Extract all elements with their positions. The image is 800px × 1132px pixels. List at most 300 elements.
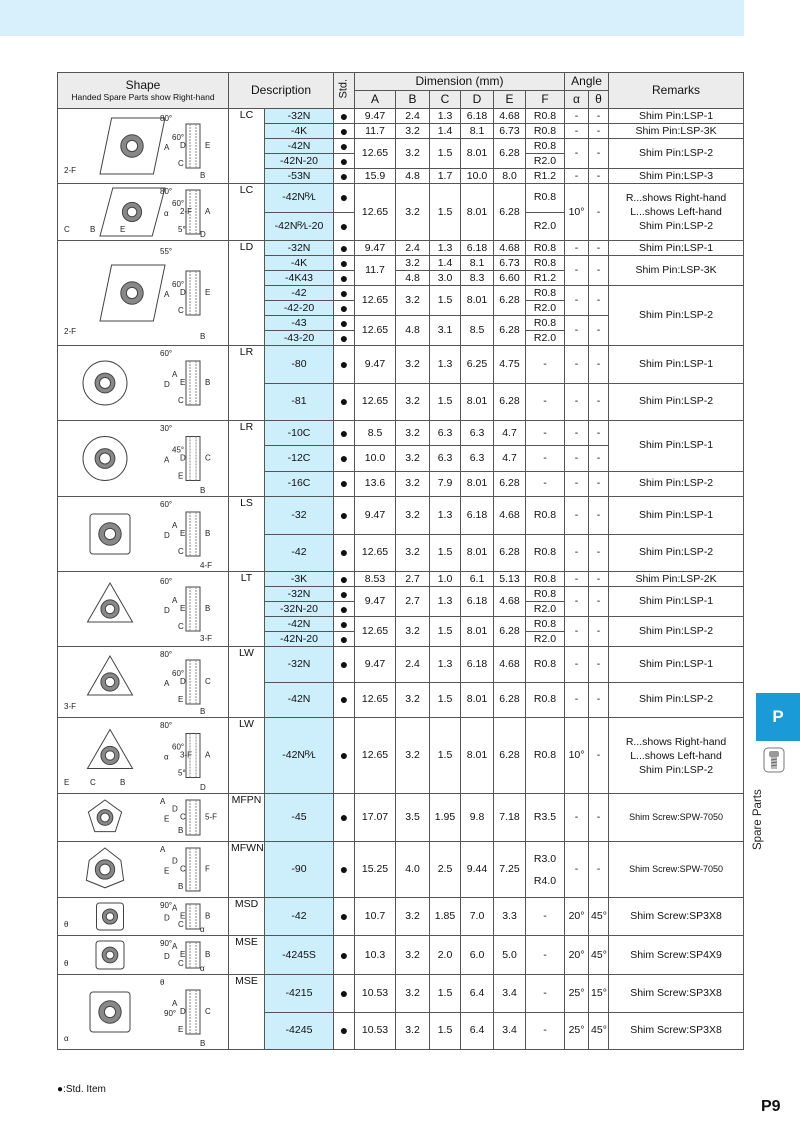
table-body xyxy=(58,109,744,1050)
remarks: Shim Pin:LSP-1 xyxy=(609,109,744,124)
svg-text:θ: θ xyxy=(160,978,165,987)
svg-text:α: α xyxy=(164,752,169,762)
dim-f: R0.8 xyxy=(526,124,565,139)
dim-e: 7.18 xyxy=(494,794,526,842)
svg-text:A: A xyxy=(164,143,170,152)
remarks: Shim Pin:LSP-1 xyxy=(609,421,744,472)
dimension-header: Dimension (mm) xyxy=(355,73,565,91)
svg-text:D: D xyxy=(164,531,170,540)
dim-d: 6.18 xyxy=(461,647,494,683)
dim-c: 1.5 xyxy=(430,383,461,421)
dim-d: 8.01 xyxy=(461,383,494,421)
svg-text:30°: 30° xyxy=(160,424,173,433)
series-name: LR xyxy=(229,346,265,421)
remarks: Shim Screw:SP4X9 xyxy=(609,936,744,975)
dim-f: R0.8 xyxy=(526,587,565,602)
series-name: MFWN xyxy=(229,842,265,898)
item-code: -42N-20 xyxy=(265,632,334,647)
std-mark: ● xyxy=(334,617,355,632)
dim-a: 9.47 xyxy=(355,497,396,535)
svg-text:C: C xyxy=(180,812,186,822)
std-mark: ● xyxy=(334,256,355,271)
angle-alpha: - xyxy=(565,794,589,842)
dim-f: - xyxy=(526,1012,565,1050)
svg-text:C: C xyxy=(180,864,186,874)
svg-text:5°: 5° xyxy=(178,768,186,778)
dim-a: 9.47 xyxy=(355,241,396,256)
section-tab-p[interactable]: P xyxy=(756,693,800,741)
dim-c: 1.3 xyxy=(430,241,461,256)
item-code: -53N xyxy=(265,169,334,184)
dim-a: 15.9 xyxy=(355,169,396,184)
col-alpha: α xyxy=(565,91,589,109)
angle-theta: - xyxy=(589,647,609,683)
dim-b: 3.2 xyxy=(396,184,430,241)
dim-f: R0.8 xyxy=(526,109,565,124)
svg-text:B: B xyxy=(200,171,206,180)
dim-b: 3.2 xyxy=(396,898,430,936)
angle-alpha: - xyxy=(565,169,589,184)
remarks: Shim Pin:LSP-1 xyxy=(609,497,744,535)
dim-c: 3.1 xyxy=(430,316,461,346)
svg-text:C: C xyxy=(178,396,184,405)
table-row xyxy=(58,497,744,535)
insert-shape-drawing-lt xyxy=(60,574,228,644)
std-mark: ● xyxy=(334,975,355,1013)
dim-c: 6.3 xyxy=(430,421,461,446)
remarks: Shim Screw:SP3X8 xyxy=(609,1012,744,1050)
remarks: Shim Screw:SPW-7050 xyxy=(609,842,744,898)
dim-f: R0.8 xyxy=(526,241,565,256)
dim-f-2: R4.0 xyxy=(533,874,557,887)
svg-text:C: C xyxy=(64,225,70,234)
remarks-line: R...shows Right-hand xyxy=(625,735,727,748)
svg-text:α: α xyxy=(164,209,169,218)
item-code: -81 xyxy=(265,383,334,421)
svg-text:A: A xyxy=(164,679,170,688)
dim-b: 3.2 xyxy=(396,718,430,794)
svg-text:4-F: 4-F xyxy=(200,561,212,570)
table-row xyxy=(58,241,744,256)
dim-c: 1.5 xyxy=(430,286,461,316)
svg-text:B: B xyxy=(205,378,211,387)
remarks-line: Shim Pin:LSP-2 xyxy=(638,220,714,232)
svg-text:60°: 60° xyxy=(172,199,185,208)
svg-text:E: E xyxy=(205,141,211,150)
svg-text:80°: 80° xyxy=(160,650,173,659)
std-mark: ● xyxy=(334,139,355,154)
angle-alpha: - xyxy=(565,497,589,535)
angle-alpha: 20° xyxy=(565,936,589,975)
dim-b: 3.2 xyxy=(396,471,430,496)
dim-b: 3.2 xyxy=(396,617,430,647)
angle-alpha: 10° xyxy=(565,718,589,794)
dim-c: 1.3 xyxy=(430,497,461,535)
svg-text:90°: 90° xyxy=(160,939,173,948)
svg-text:5-F: 5-F xyxy=(205,812,217,822)
angle-theta: - xyxy=(589,421,609,446)
svg-text:A: A xyxy=(172,942,178,951)
item-code: -4245S xyxy=(265,936,334,975)
svg-text:60°: 60° xyxy=(172,280,185,289)
std-mark: ● xyxy=(334,154,355,169)
svg-text:C: C xyxy=(90,778,96,787)
handed-note: Handed Spare Parts show Right-hand xyxy=(71,92,215,102)
dim-c: 3.0 xyxy=(430,271,461,286)
item-code: -16C xyxy=(265,471,334,496)
svg-text:E: E xyxy=(180,529,186,538)
item-code: -32N xyxy=(265,241,334,256)
series-name: MSD xyxy=(229,898,265,936)
remarks: Shim Pin:LSP-2 xyxy=(609,286,744,346)
angle-alpha: - xyxy=(565,446,589,471)
series-name: LW xyxy=(229,647,265,718)
angle-theta: 45° xyxy=(589,936,609,975)
remarks-line: R...shows Right-hand xyxy=(625,192,727,204)
col-theta: θ xyxy=(589,91,609,109)
angle-theta: - xyxy=(589,241,609,256)
dim-d: 8.3 xyxy=(461,271,494,286)
std-mark: ● xyxy=(334,212,355,241)
dim-b: 3.2 xyxy=(396,286,430,316)
dim-d: 8.5 xyxy=(461,316,494,346)
angle-theta: - xyxy=(589,184,609,241)
shape-cell xyxy=(58,898,229,936)
svg-text:E: E xyxy=(180,378,186,387)
angle-theta: - xyxy=(589,682,609,718)
angle-alpha: 25° xyxy=(565,1012,589,1050)
angle-theta: - xyxy=(589,286,609,316)
angle-theta: - xyxy=(589,124,609,139)
svg-text:D: D xyxy=(200,783,206,792)
angle-theta: - xyxy=(589,572,609,587)
insert-shape-drawing-mfwn xyxy=(60,842,228,897)
std-mark: ● xyxy=(334,794,355,842)
angle-alpha: - xyxy=(565,647,589,683)
dim-d: 8.01 xyxy=(461,184,494,241)
item-code: -4245 xyxy=(265,1012,334,1050)
dim-f: - xyxy=(526,471,565,496)
dim-f: R3.5 xyxy=(526,794,565,842)
dim-d: 8.01 xyxy=(461,617,494,647)
insert-shape-drawing-mfpn xyxy=(60,794,228,841)
dim-c: 1.3 xyxy=(430,346,461,384)
angle-alpha: - xyxy=(565,286,589,316)
dim-c: 2.5 xyxy=(430,842,461,898)
std-mark: ● xyxy=(334,497,355,535)
angle-theta: - xyxy=(589,617,609,647)
svg-text:D: D xyxy=(180,677,186,686)
dim-a: 17.07 xyxy=(355,794,396,842)
svg-text:E: E xyxy=(180,911,186,921)
dim-b: 2.4 xyxy=(396,647,430,683)
angle-theta: - xyxy=(589,446,609,471)
item-code: -42N xyxy=(265,617,334,632)
remarks: Shim Pin:LSP-2 xyxy=(609,139,744,169)
svg-text:3-F: 3-F xyxy=(180,750,192,760)
svg-text:D: D xyxy=(172,856,178,866)
dim-a: 9.47 xyxy=(355,109,396,124)
svg-text:B: B xyxy=(200,486,206,495)
description-header: Description xyxy=(229,73,334,109)
svg-text:C: C xyxy=(178,306,184,315)
angle-alpha: - xyxy=(565,682,589,718)
dim-c: 1.5 xyxy=(430,682,461,718)
std-mark: ● xyxy=(334,471,355,496)
svg-text:B: B xyxy=(205,604,211,613)
dim-f: R2.0 xyxy=(526,301,565,316)
dim-f: R0.8 xyxy=(526,497,565,535)
svg-text:F: F xyxy=(205,864,210,874)
top-color-band xyxy=(0,0,744,36)
shape-cell xyxy=(58,794,229,842)
dim-d: 6.3 xyxy=(461,421,494,446)
dim-f: - xyxy=(526,936,565,975)
svg-text:A: A xyxy=(172,370,178,379)
angle-theta: - xyxy=(589,256,609,286)
svg-text:60°: 60° xyxy=(172,669,185,678)
series-name: LC xyxy=(229,109,265,184)
dim-a: 12.65 xyxy=(355,316,396,346)
dim-a: 12.65 xyxy=(355,139,396,169)
dim-f: - xyxy=(526,346,565,384)
dim-c: 1.5 xyxy=(430,718,461,794)
col-e: E xyxy=(494,91,526,109)
item-code: -32N xyxy=(265,587,334,602)
dim-b: 4.8 xyxy=(396,316,430,346)
svg-text:α: α xyxy=(200,964,205,973)
dim-f: R2.0 xyxy=(526,212,565,241)
svg-text:3-F: 3-F xyxy=(200,634,212,643)
angle-alpha: - xyxy=(565,617,589,647)
dim-b: 2.7 xyxy=(396,587,430,617)
dim-d: 8.1 xyxy=(461,124,494,139)
dim-c: 1.5 xyxy=(430,1012,461,1050)
shape-header-label: Shape xyxy=(125,78,161,92)
shape-cell xyxy=(58,842,229,898)
std-mark: ● xyxy=(334,383,355,421)
angle-alpha: - xyxy=(565,534,589,572)
std-mark: ● xyxy=(334,241,355,256)
dim-c: 1.85 xyxy=(430,898,461,936)
dim-b: 3.2 xyxy=(396,139,430,169)
angle-alpha: - xyxy=(565,124,589,139)
dim-c: 1.5 xyxy=(430,617,461,647)
dim-e: 4.68 xyxy=(494,109,526,124)
svg-text:A: A xyxy=(172,999,178,1008)
col-b: B xyxy=(396,91,430,109)
dim-d: 6.18 xyxy=(461,109,494,124)
dim-f: R0.8 xyxy=(526,647,565,683)
angle-theta: - xyxy=(589,471,609,496)
shape-cell xyxy=(58,184,229,241)
remarks: Shim Pin:LSP-3K xyxy=(609,124,744,139)
table-row xyxy=(58,109,744,124)
insert-shape-drawing-lc1 xyxy=(60,111,228,181)
series-name: LS xyxy=(229,497,265,572)
angle-theta: - xyxy=(589,316,609,346)
dim-a: 12.65 xyxy=(355,286,396,316)
angle-alpha: - xyxy=(565,316,589,346)
remarks: Shim Pin:LSP-1 xyxy=(609,587,744,617)
dim-b: 2.7 xyxy=(396,572,430,587)
dim-e: 6.28 xyxy=(494,184,526,241)
angle-alpha: - xyxy=(565,109,589,124)
spare-parts-side-label: Spare Parts xyxy=(752,789,764,850)
svg-text:B: B xyxy=(205,911,211,921)
angle-alpha: 10° xyxy=(565,184,589,241)
dim-e: 6.28 xyxy=(494,383,526,421)
dim-f: - xyxy=(526,446,565,471)
series-name: LC xyxy=(229,184,265,241)
svg-text:C: C xyxy=(178,622,184,631)
angle-alpha: - xyxy=(565,256,589,286)
item-code: -42 xyxy=(265,286,334,301)
angle-alpha: - xyxy=(565,139,589,169)
svg-text:80°: 80° xyxy=(160,187,173,196)
dim-e: 6.28 xyxy=(494,718,526,794)
dim-d: 8.01 xyxy=(461,534,494,572)
dim-b: 2.4 xyxy=(396,241,430,256)
dim-c: 2.0 xyxy=(430,936,461,975)
svg-text:D: D xyxy=(164,380,170,389)
dim-f: R0.8 xyxy=(526,184,565,213)
svg-text:C: C xyxy=(205,677,211,686)
svg-text:B: B xyxy=(200,1039,206,1048)
dim-a: 8.53 xyxy=(355,572,396,587)
svg-text:A: A xyxy=(172,521,178,530)
std-mark: ● xyxy=(334,316,355,331)
std-mark: ● xyxy=(334,271,355,286)
item-code: -45 xyxy=(265,794,334,842)
dim-e: 5.13 xyxy=(494,572,526,587)
shape-cell xyxy=(58,421,229,497)
item-code: -32N-20 xyxy=(265,602,334,617)
svg-text:E: E xyxy=(164,866,170,876)
dim-e: 6.28 xyxy=(494,286,526,316)
svg-text:E: E xyxy=(178,695,184,704)
table-row xyxy=(58,842,744,898)
insert-shape-drawing-msd2 xyxy=(60,936,228,974)
dim-e: 6.28 xyxy=(494,316,526,346)
svg-text:45°: 45° xyxy=(172,445,185,455)
dim-d: 8.01 xyxy=(461,471,494,496)
dim-a: 12.65 xyxy=(355,184,396,241)
angle-alpha: - xyxy=(565,572,589,587)
svg-text:A: A xyxy=(172,596,178,605)
table-row xyxy=(58,718,744,794)
angle-theta: - xyxy=(589,346,609,384)
std-mark: ● xyxy=(334,124,355,139)
shape-cell xyxy=(58,936,229,975)
item-code: -4K xyxy=(265,256,334,271)
item-code: -12C xyxy=(265,446,334,471)
svg-text:55°: 55° xyxy=(160,247,173,256)
std-mark: ● xyxy=(334,572,355,587)
dim-f: - xyxy=(526,898,565,936)
dim-b: 3.5 xyxy=(396,794,430,842)
item-code: -10C xyxy=(265,421,334,446)
dim-b: 3.2 xyxy=(396,346,430,384)
remarks: Shim Pin:LSP-3K xyxy=(609,256,744,286)
angle-alpha: - xyxy=(565,587,589,617)
angle-theta: - xyxy=(589,534,609,572)
dim-a: 15.25 xyxy=(355,842,396,898)
svg-text:A: A xyxy=(172,903,178,913)
item-code: -4K43 xyxy=(265,271,334,286)
dim-a: 10.3 xyxy=(355,936,396,975)
std-mark: ● xyxy=(334,587,355,602)
col-f: F xyxy=(526,91,565,109)
std-mark: ● xyxy=(334,346,355,384)
dim-e: 6.28 xyxy=(494,617,526,647)
dim-c: 1.3 xyxy=(430,109,461,124)
item-code: -90 xyxy=(265,842,334,898)
item-code: -32N xyxy=(265,109,334,124)
insert-shape-drawing-msd xyxy=(60,898,228,935)
angle-theta: - xyxy=(589,109,609,124)
item-code: -42N xyxy=(265,139,334,154)
dim-f-1: R3.0 xyxy=(533,852,557,865)
std-mark: ● xyxy=(334,718,355,794)
svg-text:B: B xyxy=(90,225,96,234)
angle-theta: 45° xyxy=(589,1012,609,1050)
dim-f: - xyxy=(526,421,565,446)
std-mark: ● xyxy=(334,842,355,898)
svg-text:B: B xyxy=(178,826,184,835)
insert-shape-drawing-ld xyxy=(60,244,228,342)
item-code: -42Nᴿ⁄ʟ xyxy=(265,184,334,213)
svg-text:60°: 60° xyxy=(172,742,185,752)
dim-f: R0.8 xyxy=(526,286,565,301)
dim-b: 4.8 xyxy=(396,169,430,184)
dim-e: 4.7 xyxy=(494,446,526,471)
col-c: C xyxy=(430,91,461,109)
dim-c: 7.9 xyxy=(430,471,461,496)
std-mark: ● xyxy=(334,301,355,316)
dim-d: 6.1 xyxy=(461,572,494,587)
spare-parts-table xyxy=(57,72,744,1050)
dim-e: 3.3 xyxy=(494,898,526,936)
dim-f: - xyxy=(526,383,565,421)
dim-e: 4.7 xyxy=(494,421,526,446)
item-code: -43 xyxy=(265,316,334,331)
std-mark: ● xyxy=(334,936,355,975)
svg-text:60°: 60° xyxy=(160,500,173,509)
dim-f: R2.0 xyxy=(526,154,565,169)
angle-theta: - xyxy=(589,169,609,184)
dim-b: 3.2 xyxy=(396,936,430,975)
svg-text:E: E xyxy=(120,225,126,234)
shape-header xyxy=(58,73,229,109)
dim-d: 6.0 xyxy=(461,936,494,975)
insert-shape-drawing-mse xyxy=(60,975,228,1049)
dim-e: 4.68 xyxy=(494,647,526,683)
dim-f: R1.2 xyxy=(526,169,565,184)
series-name: MSE xyxy=(229,936,265,975)
table-row xyxy=(58,647,744,683)
item-code: -42N xyxy=(265,682,334,718)
std-mark: ● xyxy=(334,647,355,683)
shape-cell xyxy=(58,346,229,421)
dim-d: 6.18 xyxy=(461,587,494,617)
page-number: P9 xyxy=(761,1098,781,1115)
item-code: -80 xyxy=(265,346,334,384)
angle-alpha: - xyxy=(565,346,589,384)
dim-a: 8.5 xyxy=(355,421,396,446)
angle-theta: - xyxy=(589,383,609,421)
dim-c: 1.3 xyxy=(430,587,461,617)
